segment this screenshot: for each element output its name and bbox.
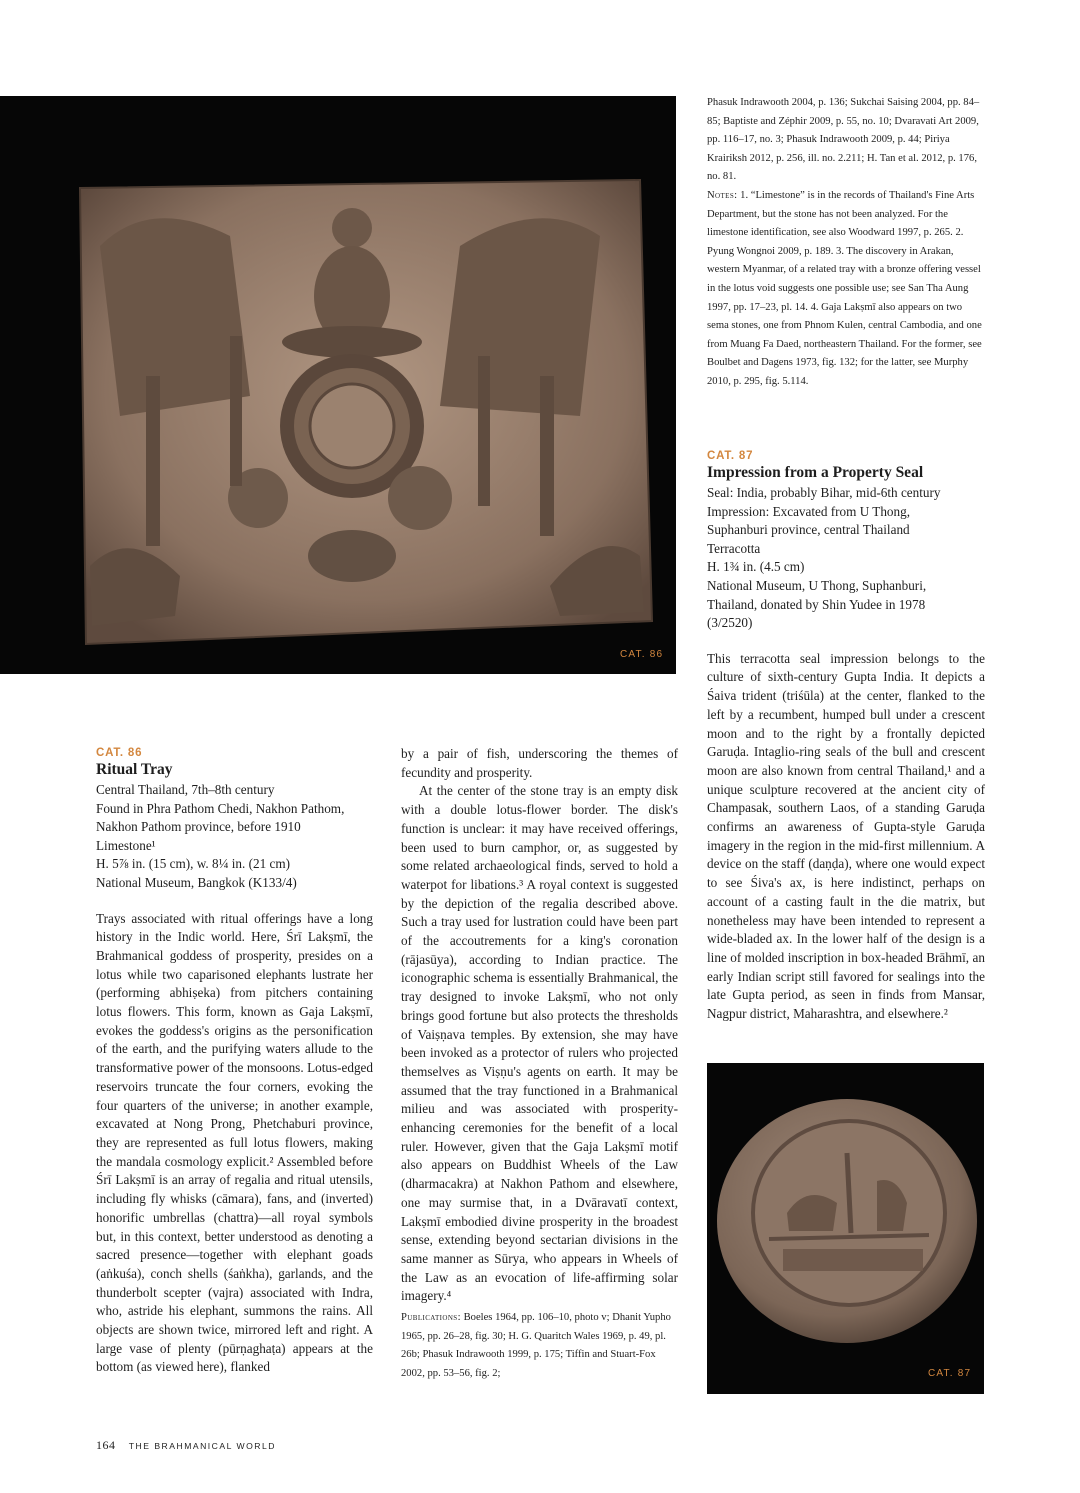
cat-87-dimensions: H. 1¾ in. (4.5 cm) bbox=[707, 559, 805, 575]
cat-87-impression-origin-2: Suphanburi province, central Thailand bbox=[707, 522, 910, 538]
publications-label: Publications: bbox=[401, 1312, 461, 1324]
cat-86-material: Limestone¹ bbox=[96, 837, 156, 853]
seal-impression-image bbox=[707, 1063, 984, 1394]
cat-87-impression-origin-1: Impression: Excavated from U Thong, bbox=[707, 503, 911, 519]
seal-impression-photo bbox=[707, 1063, 984, 1394]
cat-86-publications bbox=[401, 1309, 678, 1383]
cat-86-paragraph-1-continued: by a pair of fish, underscoring the themes of fecundity and prosperity. bbox=[401, 746, 678, 780]
cat-86-findspot-line-2: Nakhon Pathom province, before 1910 bbox=[96, 819, 301, 835]
ritual-tray-image bbox=[0, 96, 676, 674]
cat-87-material: Terracotta bbox=[707, 540, 761, 556]
page-footer bbox=[96, 1438, 276, 1453]
running-head: THE BRAHMANICAL WORLD bbox=[128, 1441, 276, 1451]
cat-87-column bbox=[707, 449, 985, 1024]
photo-caption-cat-86: CAT. 86 bbox=[620, 649, 664, 660]
cat-87-metadata bbox=[707, 484, 985, 633]
cat-86-title: Ritual Tray bbox=[96, 761, 173, 778]
notes-text: 1. “Limestone” is in the records of Thailand's Fine Arts Department, but the stone has not been analyzed. For the limestone identification, see also Woodward 1997, p. 265. 2. Pyung Wongnoi 2009, p. 189. 3. The discovery in Arakan, western Myanmar, of a related tray with a bronze offering vessel in the lotus void suggests one possible use; see San Tha Aung 1997, pp. 17–23, pl. 14. 4. Gaja Lakṣmī also appears on two sema stones, one from Phnom Kulen, central Cambodia, and one from Muang Fa Daed, northeastern Thailand. For the former, see Boulbet and Dagens 1973, fig. 132; for the latter, see Murphy 2010, p. 295, fig. 5.114. bbox=[707, 189, 982, 387]
ritual-tray-photo bbox=[0, 96, 676, 674]
photo-caption-cat-87: CAT. 87 bbox=[928, 1368, 972, 1379]
cat-86-collection: National Museum, Bangkok (K133/4) bbox=[96, 874, 297, 890]
cat-86-dimensions: H. 5⅞ in. (15 cm), w. 8¼ in. (21 cm) bbox=[96, 856, 290, 872]
cat-86-label: CAT. 86 bbox=[96, 747, 143, 759]
cat-87-paragraph-1: This terracotta seal impression belongs to the culture of sixth-century Gupta India. It depicts a Śaiva trident (triśūla) at the center, flanked to the left by a recumbent, humped bull under a crescent moon and to the right by a frontally depicted Garuḍa. Intaglio-ring seals of the bull and crescent moon are also known from central Thailand,¹ and a unique sculpture recovered at the ancient city of Champasak, southern Laos, of a standing Garuḍa confirms an awareness of Gupta-style Garuḍa imagery in the region in the mid-first millennium. A device on the staff (daṇḍa), where one would expect to see Śiva's ax, is here indistinct, perhaps on account of a casting fault in the die matrix, but nonetheless may have been intended to represent a wide-bladed ax. In the lower half of the design is a line of molded inscription in box-headed Brāhmī, an early Indian script still favored for sealings into the late Gupta period, as seen in finds from Mansar, Nagpur district, Maharashtra, and elsewhere.² bbox=[707, 650, 985, 1022]
cat-86-paragraph-1: Trays associated with ritual offerings have a long history in the Indic world. Here, Śrī Lakṣmī, the Brahmanical goddess of prosperity, presides on a lotus while two caparisoned elephants lustrate her (performing abhiṣeka) from pitchers containing lotus flowers. This form, known as Gaja Lakṣmī, evokes the goddess's origins as the personification of the earth, and the purifying waters allude to the transformative power of the monsoons. Lotus-edged reservoirs truncate the four corners, evoking the four quarters of the universe; in another example, excavated at Nong Prong, Phetchaburi province, they are represented as full lotus flowers, making the mandala cosmology explicit.² Assembled before Śrī Lakṣmī is an array of regalia and ritual utensils, including fly whisks (cāmara), fans, and (inverted) honorific umbrellas (chattra)—all royal symbols but, in this context, better understood as denoting a sacred presence—together with elephant goads (aṅkuśa), conch shells (śaṅkha), garlands, and the thunderbolt scepter (vajra) associated with Indra, who, astride his elephant, summons the rains. All objects are shown twice, mirrored left and right. A large vase of plenty (pūrṇaghaṭa) appears at the bottom (as viewed here), flanked bbox=[96, 910, 373, 1375]
cat-87-collection-3: (3/2520) bbox=[707, 615, 753, 631]
cat-87-title: Impression from a Property Seal bbox=[707, 464, 924, 481]
cat-87-label: CAT. 87 bbox=[707, 450, 754, 462]
publications-text: Boeles 1964, pp. 106–10, photo v; Dhanit Yupho 1965, pp. 26–28, fig. 30; H. G. Quaritch Wales 1969, p. 49, pl. 26b; Phasuk Indrawooth 1999, p. 175; Tiffin and Stuart-Fox 2002, pp. 53–56, fig. 2; bbox=[401, 1312, 671, 1379]
page-number: 164 bbox=[96, 1438, 116, 1452]
cat-86-paragraph-2: At the center of the stone tray is an empty disk with a double lotus-flower border. The disk's function is unclear: it may have received offerings, been used to burn camphor, or, as suggested by some related archaeological finds, served to hold a waterpot for libations.³ A royal context is suggested by the depiction of the regalia described above. Such a tray used for lustration could have been part of the accoutrements for a king's coronation (rājasūya), according to Indian practice. The iconographic schema is essentially Brahmanical, the tray designed to invoke Lakṣmī, who not only brings good fortune but also protects the thresholds of Vaiṣṇava temples. By extension, she may have been invoked as a protector of rulers who projected themselves as Viṣṇu's agents on earth. It may be assumed that the tray functioned in a Brahmanical milieu and was associated with prosperity-enhancing ceremonies for the benefit of a local ruler. However, given that the Gaja Lakṣmī motif also appears on Buddhist Wheels of the Law (dharmacakra) at Nakhon Pathom and elsewhere, one may surmise that, in a Dvāravatī context, Lakṣmī embodied divine prosperity in the broadest sense, extending beyond sectarian divisions in the same manner as Sūrya, who appears in Wheels of the Law as an evocation of life-affirming solar imagery.⁴ bbox=[401, 783, 678, 1304]
cat-86-column-continued bbox=[401, 745, 678, 1383]
cat-86-references-continued bbox=[707, 94, 985, 392]
cat-87-collection-1: National Museum, U Thong, Suphanburi, bbox=[707, 577, 927, 593]
cat-87-collection-2: Thailand, donated by Shin Yudee in 1978 bbox=[707, 596, 926, 612]
cat-86-column bbox=[96, 746, 373, 1377]
cat-86-findspot-line-1: Found in Phra Pathom Chedi, Nakhon Pathom, bbox=[96, 800, 345, 816]
notes-label: Notes: bbox=[707, 189, 738, 201]
cat-86-origin: Central Thailand, 7th–8th century bbox=[96, 782, 275, 797]
cat-87-seal-origin: Seal: India, probably Bihar, mid-6th century bbox=[707, 485, 941, 500]
cat-86-metadata bbox=[96, 781, 373, 893]
publications-continued: Phasuk Indrawooth 2004, p. 136; Sukchai Saising 2004, pp. 84–85; Baptiste and Zéphir 2009, p. 55, no. 10; Dvaravati Art 2009, pp. 116–17, no. 3; Phasuk Indrawooth 2009, p. 44; Piriya Krairiksh 2012, p. 256, ill. no. 2.211; H. Tan et al. 2012, p. 176, no. 81. bbox=[707, 97, 980, 183]
